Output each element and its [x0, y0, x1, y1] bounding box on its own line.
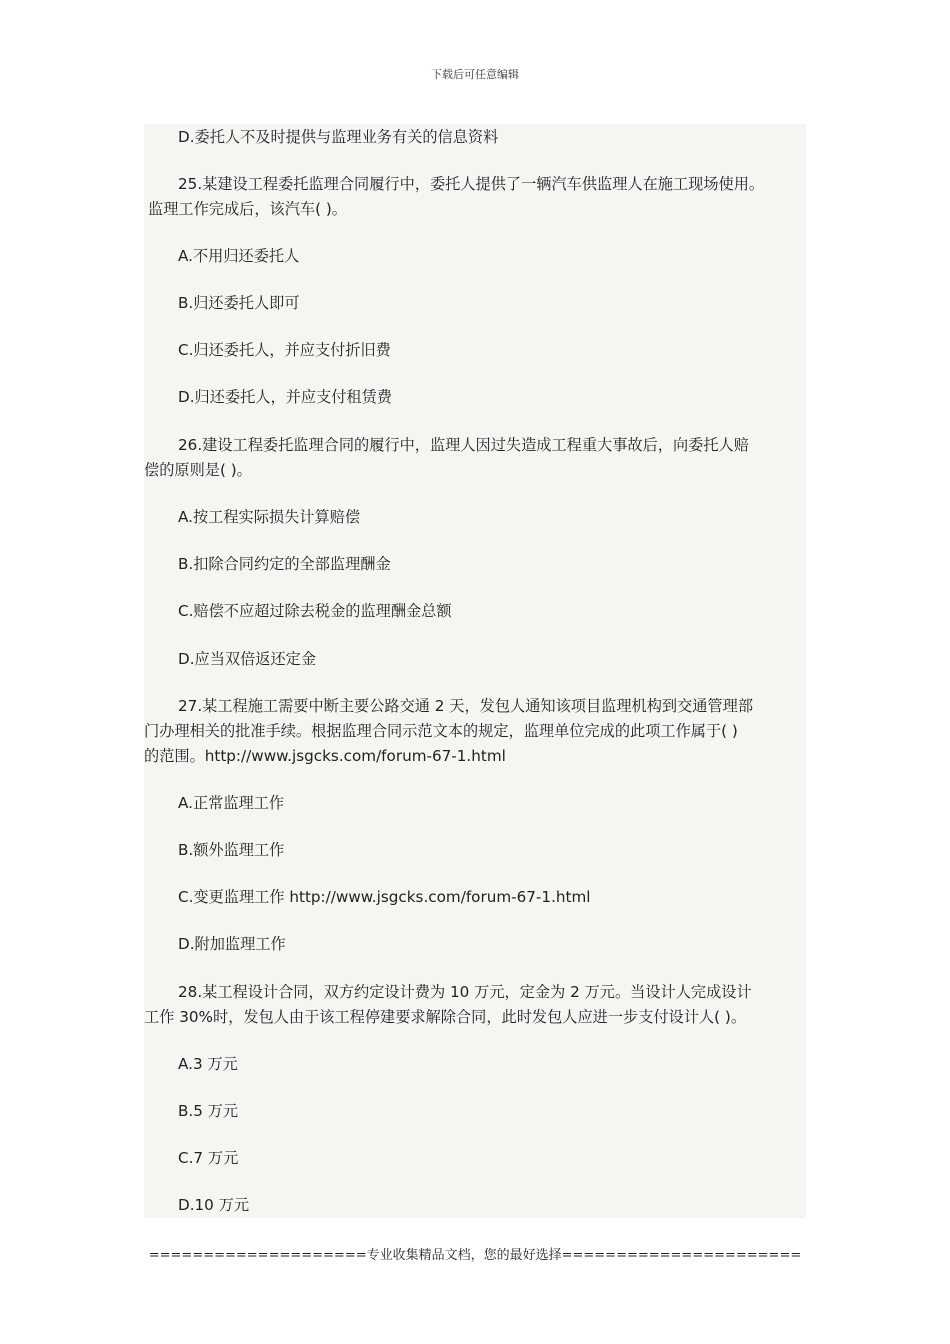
option-24-d: D.委托人不及时提供与监理业务有关的信息资料	[178, 128, 499, 146]
option-25-d: D.归还委托人，并应支付租赁费	[178, 388, 392, 406]
option-28-a: A.3 万元	[178, 1055, 238, 1073]
question-27-line1: 27.某工程施工需要中断主要公路交通 2 天，发包人通知该项目监理机构到交通管理部	[178, 697, 754, 715]
question-26-line2: 偿的原则是( )。	[144, 461, 252, 479]
option-27-a: A.正常监理工作	[178, 794, 285, 812]
question-27-line3: 的范围。http://www.jsgcks.com/forum-67-1.html	[144, 747, 506, 765]
question-25-line1: 25.某建设工程委托监理合同履行中，委托人提供了一辆汽车供监理人在施工现场使用。	[178, 175, 765, 193]
option-28-c: C.7 万元	[178, 1149, 239, 1167]
question-25-line2: 监理工作完成后，该汽车( )。	[148, 200, 347, 218]
option-25-c: C.归还委托人，并应支付折旧费	[178, 341, 391, 359]
option-27-d: D.附加监理工作	[178, 935, 286, 953]
option-25-b: B.归还委托人即可	[178, 294, 300, 312]
question-26-line1: 26.建设工程委托监理合同的履行中，监理人因过失造成工程重大事故后，向委托人赔	[178, 436, 749, 454]
option-28-b: B.5 万元	[178, 1102, 239, 1120]
option-25-a: A.不用归还委托人	[178, 247, 300, 265]
question-27-line2: 门办理相关的批准手续。根据监理合同示范文本的规定，监理单位完成的此项工作属于( )	[144, 722, 738, 740]
option-27-b: B.额外监理工作	[178, 841, 285, 859]
page-header: 下载后可任意编辑	[431, 68, 519, 81]
document-body	[144, 124, 806, 1218]
option-26-c: C.赔偿不应超过除去税金的监理酬金总额	[178, 602, 452, 620]
option-27-c: C.变更监理工作 http://www.jsgcks.com/forum-67-1.html	[178, 888, 591, 906]
option-26-b: B.扣除合同约定的全部监理酬金	[178, 555, 391, 573]
option-28-d: D.10 万元	[178, 1196, 250, 1214]
page-footer: ====================专业收集精品文档，您的最好选择======================	[148, 1248, 802, 1263]
question-28-line2: 工作 30%时，发包人由于该工程停建要求解除合同，此时发包人应进一步支付设计人( )。	[144, 1008, 747, 1026]
option-26-a: A.按工程实际损失计算赔偿	[178, 508, 361, 526]
option-26-d: D.应当双倍返还定金	[178, 650, 317, 668]
question-28-line1: 28.某工程设计合同，双方约定设计费为 10 万元，定金为 2 万元。当设计人完成设计	[178, 983, 752, 1001]
